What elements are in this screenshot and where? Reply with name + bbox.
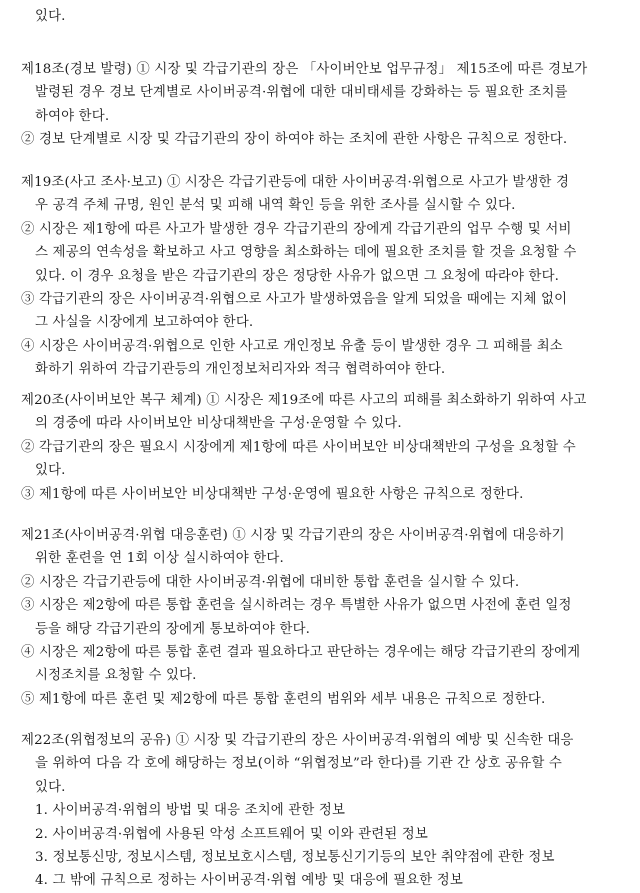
article-text-line: 2. 사이버공격·위협에 사용된 악성 소프트웨어 및 이와 관련된 정보 (35, 826, 428, 842)
top-fragment: 있다. (35, 9, 66, 24)
article-heading-line: 제20조(사이버보안 복구 체계) ① 시장은 제19조에 따른 사고의 피해를 최소화하기 위하여 사고 (21, 393, 587, 408)
article-text-line: 스 제공의 연속성을 확보하고 사고 영향을 최소화하는 데에 필요한 조치를 할 것을 요청할 수 (35, 245, 577, 261)
article-text-line: ④ 시장은 제2항에 따른 통합 훈련 결과 필요하다고 판단하는 경우에는 해당 각급기관의 장에게 (21, 645, 581, 660)
article-text-line: 있다. (35, 779, 66, 795)
article-text-line: 그 사실을 시장에게 보고하여야 한다. (35, 315, 254, 331)
article-text-line: 3. 정보통신망, 정보시스템, 정보보호시스템, 정보통신기기등의 보안 취약점에 관한 정보 (35, 850, 555, 865)
article-text-line: ③ 각급기관의 장은 사이버공격·위협으로 사고가 발생하였음을 알게 되었을 때에는 지체 없이 (21, 292, 568, 307)
article-text-line: 시정조치를 요청할 수 있다. (35, 668, 197, 684)
article-text-line: 위한 훈련을 연 1회 이상 실시하여야 한다. (35, 551, 284, 567)
article-text-line: ③ 시장은 제2항에 따른 통합 훈련을 실시하려는 경우 특별한 사유가 없으면 사전에 훈련 일정 (21, 598, 572, 614)
article-text-line: 발령된 경우 경보 단계별로 사이버공격·위협에 대한 대비태세를 강화하는 등 필요한 조치를 (35, 85, 568, 101)
article-text-line: 우 공격 주체 규명, 원인 분석 및 피해 내역 확인 등을 위한 조사를 실시할 수 있다. (35, 198, 516, 214)
article-text-line: 있다. 이 경우 요청을 받은 각급기관의 장은 정당한 사유가 없으면 그 요청에 따라야 한다. (35, 268, 560, 284)
article-heading-line: 제18조(경보 발령) ① 시장 및 각급기관의 장은 「사이버안보 업무규정」 제15조에 따른 경보가 (21, 62, 588, 77)
article-text-line: 있다. (35, 463, 66, 479)
article-text-line: ② 시장은 각급기관등에 대한 사이버공격·위협에 대비한 통합 훈련을 실시할 수 있다. (21, 574, 520, 590)
article-text-line: ② 경보 단계별로 시장 및 각급기관의 장이 하여야 하는 조치에 관한 사항은 규칙으로 정한다. (21, 132, 568, 148)
article-text-line: 1. 사이버공격·위협의 방법 및 대응 조치에 관한 정보 (35, 803, 346, 819)
article-heading-line: 제19조(사고 조사·보고) ① 시장은 각급기관등에 대한 사이버공격·위협으로 사고가 발생한 경 (21, 175, 570, 190)
article-text-line: 을 위하여 다음 각 호에 해당하는 정보(이하 “위협정보”라 한다)를 기관 간 상호 공유할 수 (35, 756, 562, 772)
article-text-line: ③ 제1항에 따른 사이버보안 비상대책반 구성·운영에 필요한 사항은 규칙으로 정한다. (21, 486, 524, 502)
article-text-line: ② 각급기관의 장은 필요시 시장에게 제1항에 따른 사이버보안 비상대책반의 구성을 요청할 수 (21, 439, 576, 455)
article-text-line: 하여야 한다. (35, 108, 110, 124)
article-heading-line: 제21조(사이버공격·위협 대응훈련) ① 시장 및 각급기관의 장은 사이버공격·위협에 대응하기 (21, 528, 565, 543)
article-text-line: ④ 시장은 사이버공격·위협으로 인한 사고로 개인정보 유출 등이 발생한 경우 그 피해를 최소 (21, 338, 563, 354)
article-text-line: 등을 해당 각급기관의 장에게 통보하여야 한다. (35, 621, 311, 637)
article-text-line: 화하기 위하여 각급기관등의 개인정보처리자와 적극 협력하여야 한다. (35, 362, 446, 378)
article-text-line: ⑤ 제1항에 따른 훈련 및 제2항에 따른 통합 훈련의 범위와 세부 내용은 규칙으로 정한다. (21, 691, 546, 707)
article-text-line: ② 시장은 제1항에 따른 사고가 발생한 경우 각급기관의 장에게 각급기관의 업무 수행 및 서비 (21, 221, 572, 237)
article-text-line: 4. 그 밖에 규칙으로 정하는 사이버공격·위협 예방 및 대응에 필요한 정보 (35, 873, 463, 889)
article-text-line: 의 경중에 따라 사이버보안 비상대책반을 구성·운영할 수 있다. (35, 416, 402, 432)
article-heading-line: 제22조(위협정보의 공유) ① 시장 및 각급기관의 장은 사이버공격·위협의 예방 및 신속한 대응 (21, 733, 574, 748)
